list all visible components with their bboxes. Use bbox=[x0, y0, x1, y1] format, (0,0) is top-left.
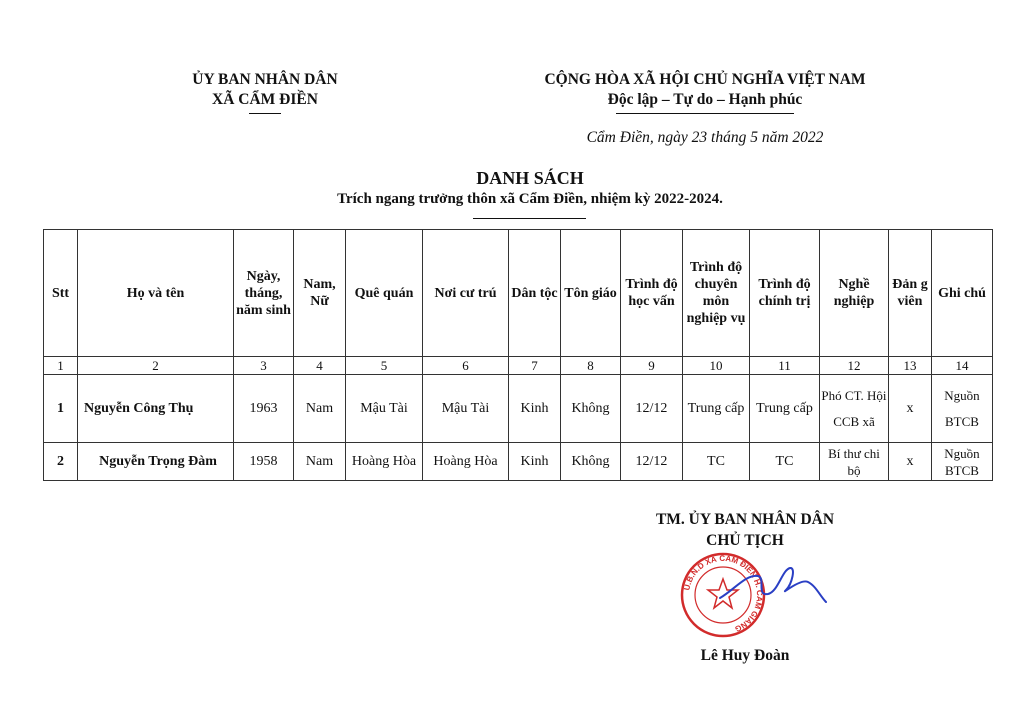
col-header-hometown: Quê quán bbox=[346, 230, 423, 357]
column-number: 3 bbox=[234, 357, 294, 375]
col-header-residence: Nơi cư trú bbox=[423, 230, 509, 357]
national-heading bbox=[500, 70, 910, 114]
cell-residence: Hoàng Hòa bbox=[423, 443, 509, 481]
column-number-row bbox=[44, 357, 993, 375]
column-number: 13 bbox=[889, 357, 932, 375]
column-number: 8 bbox=[561, 357, 621, 375]
cell-education: 12/12 bbox=[621, 443, 683, 481]
col-header-gender: Nam, Nữ bbox=[294, 230, 346, 357]
cell-residence: Mậu Tài bbox=[423, 375, 509, 443]
cell-birth-year: 1958 bbox=[234, 443, 294, 481]
signature-block bbox=[610, 509, 880, 551]
authority-line-2: XÃ CẨM ĐIỀN bbox=[212, 91, 318, 108]
cell-ethnicity: Kinh bbox=[509, 375, 561, 443]
column-number: 5 bbox=[346, 357, 423, 375]
seal-ring-text: U.B.N.D XÃ CẨM ĐIỀN H. CẨM GIÀNG bbox=[682, 553, 765, 634]
column-number: 6 bbox=[423, 357, 509, 375]
cell-full-name: Nguyễn Công Thụ bbox=[78, 375, 234, 443]
cell-party-member: x bbox=[889, 375, 932, 443]
signature-title: CHỦ TỊCH bbox=[706, 532, 784, 549]
cell-education: 12/12 bbox=[621, 375, 683, 443]
document-title: DANH SÁCH bbox=[476, 168, 584, 188]
signer-name: Lê Huy Đoàn bbox=[700, 647, 790, 664]
authority-line-1: ỦY BAN NHÂN DÂN bbox=[192, 71, 338, 88]
motto: Độc lập – Tự do – Hạnh phúc bbox=[607, 91, 803, 108]
cell-full-name: Nguyễn Trọng Đàm bbox=[78, 443, 234, 481]
column-number: 9 bbox=[621, 357, 683, 375]
column-number: 1 bbox=[44, 357, 78, 375]
cell-ethnicity: Kinh bbox=[509, 443, 561, 481]
col-header-education: Trình độ học vấn bbox=[621, 230, 683, 357]
signature-org-line: TM. ỦY BAN NHÂN DÂN bbox=[655, 511, 835, 528]
cell-professional-level: Trung cấp bbox=[683, 375, 750, 443]
col-header-ethnicity: Dân tộc bbox=[509, 230, 561, 357]
cell-occupation: Phó CT. Hội CCB xã bbox=[820, 375, 889, 443]
column-number: 4 bbox=[294, 357, 346, 375]
col-header-birth-date: Ngày, tháng, năm sinh bbox=[234, 230, 294, 357]
motto-underline bbox=[616, 113, 794, 114]
cell-occupation: Bí thư chi bộ bbox=[820, 443, 889, 481]
title-underline bbox=[473, 218, 586, 219]
table-header-row bbox=[44, 230, 993, 357]
authority-underline bbox=[249, 113, 281, 114]
document-subtitle: Trích ngang trưởng thôn xã Cẩm Điền, nhiệm kỳ 2022-2024. bbox=[337, 191, 723, 207]
cell-religion: Không bbox=[561, 443, 621, 481]
cell-political-level: Trung cấp bbox=[750, 375, 820, 443]
table-row bbox=[44, 375, 993, 443]
signature-stroke bbox=[720, 568, 826, 602]
place-and-date: Cẩm Điền, ngày 23 tháng 5 năm 2022 bbox=[586, 129, 824, 146]
cell-gender: Nam bbox=[294, 443, 346, 481]
cell-hometown: Hoàng Hòa bbox=[346, 443, 423, 481]
col-header-religion: Tôn giáo bbox=[561, 230, 621, 357]
cell-party-member: x bbox=[889, 443, 932, 481]
col-header-political-level: Trình độ chính trị bbox=[750, 230, 820, 357]
cell-notes: Nguồn BTCB bbox=[932, 375, 993, 443]
cell-stt: 1 bbox=[44, 375, 78, 443]
cell-political-level: TC bbox=[750, 443, 820, 481]
col-header-party-member: Đản g viên bbox=[889, 230, 932, 357]
cell-birth-year: 1963 bbox=[234, 375, 294, 443]
col-header-occupation: Nghề nghiệp bbox=[820, 230, 889, 357]
column-number: 12 bbox=[820, 357, 889, 375]
cell-stt: 2 bbox=[44, 443, 78, 481]
issuing-authority bbox=[150, 70, 380, 114]
col-header-stt: Stt bbox=[44, 230, 78, 357]
village-heads-table bbox=[43, 229, 993, 481]
nation-line-1: CỘNG HÒA XÃ HỘI CHỦ NGHĨA VIỆT NAM bbox=[544, 71, 866, 88]
cell-professional-level: TC bbox=[683, 443, 750, 481]
cell-hometown: Mậu Tài bbox=[346, 375, 423, 443]
col-header-professional-level: Trình độ chuyên môn nghiệp vụ bbox=[683, 230, 750, 357]
column-number: 14 bbox=[932, 357, 993, 375]
cell-religion: Không bbox=[561, 375, 621, 443]
col-header-notes: Ghi chú bbox=[932, 230, 993, 357]
column-number: 10 bbox=[683, 357, 750, 375]
col-header-full-name: Họ và tên bbox=[78, 230, 234, 357]
handwritten-signature bbox=[716, 560, 828, 612]
column-number: 7 bbox=[509, 357, 561, 375]
column-number: 11 bbox=[750, 357, 820, 375]
cell-gender: Nam bbox=[294, 375, 346, 443]
cell-notes: Nguồn BTCB bbox=[932, 443, 993, 481]
column-number: 2 bbox=[78, 357, 234, 375]
table-row bbox=[44, 443, 993, 481]
